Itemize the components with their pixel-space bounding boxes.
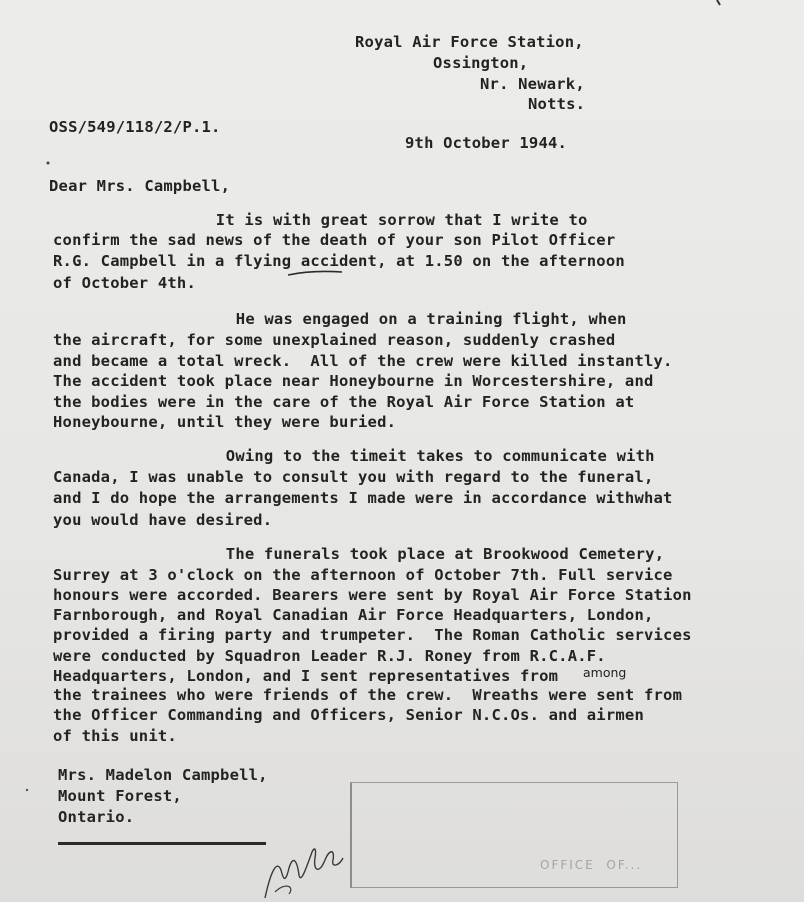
body-line: the bodies were in the care of the Royal Air Force Station at — [53, 393, 635, 411]
body-line: of this unit. — [53, 727, 177, 745]
address-line-4: Notts. — [528, 95, 586, 113]
body-line: Headquarters, London, and I sent representatives from — [53, 667, 559, 685]
body-line: you would have desired. — [53, 511, 273, 529]
body-line: and became a total wreck. All of the crew were killed instantly. — [53, 352, 673, 370]
body-line: It is with great sorrow that I write to — [130, 211, 588, 229]
body-line: honours were accorded. Bearers were sent by Royal Air Force Station — [53, 586, 692, 604]
body-line: the trainees who were friends of the crew. Wreaths were sent from — [53, 686, 683, 704]
reference-number: OSS/549/118/2/P.1. — [49, 118, 221, 136]
body-line: and I do hope the arrangements I made were in accordance withwhat — [53, 489, 673, 507]
address-line-3: Nr. Newark, — [480, 75, 585, 93]
recipient-province: Ontario. — [58, 808, 135, 826]
body-line: The accident took place near Honeybourne in Worcestershire, and — [53, 372, 654, 390]
stamp-text: OFFICE OF... — [540, 858, 643, 872]
letter-date: 9th October 1944. — [405, 134, 568, 152]
body-line: Owing to the timeit takes to communicate with — [140, 447, 655, 465]
handwritten-insertion: among — [583, 665, 627, 680]
body-line: the Officer Commanding and Officers, Senior N.C.Os. and airmen — [53, 706, 644, 724]
body-line: provided a firing party and trumpeter. The Roman Catholic services — [53, 626, 692, 644]
body-line: He was engaged on a training flight, when — [150, 310, 627, 328]
body-line: R.G. Campbell in a flying accident, at 1.50 on the afternoon — [53, 252, 625, 270]
body-line: confirm the sad news of the death of your son Pilot Officer — [53, 231, 616, 249]
recipient-name: Mrs. Madelon Campbell, — [58, 766, 268, 784]
body-line: Surrey at 3 o'clock on the afternoon of October 7th. Full service — [53, 566, 673, 584]
salutation: Dear Mrs. Campbell, — [49, 177, 231, 195]
body-line: Canada, I was unable to consult you with regard to the funeral, — [53, 468, 654, 486]
body-line: were conducted by Squadron Leader R.J. Roney from R.C.A.F. — [53, 647, 606, 665]
recipient-town: Mount Forest, — [58, 787, 182, 805]
body-line: The funerals took place at Brookwood Cemetery, — [140, 545, 665, 563]
body-line: Farnborough, and Royal Canadian Air Force Headquarters, London, — [53, 606, 654, 624]
body-line: Honeybourne, until they were buried. — [53, 413, 397, 431]
body-line: the aircraft, for some unexplained reason, suddenly crashed — [53, 331, 616, 349]
address-line-1: Royal Air Force Station, — [355, 33, 584, 51]
address-line-2: Ossington, — [433, 54, 529, 72]
body-line: of October 4th. — [53, 274, 196, 292]
